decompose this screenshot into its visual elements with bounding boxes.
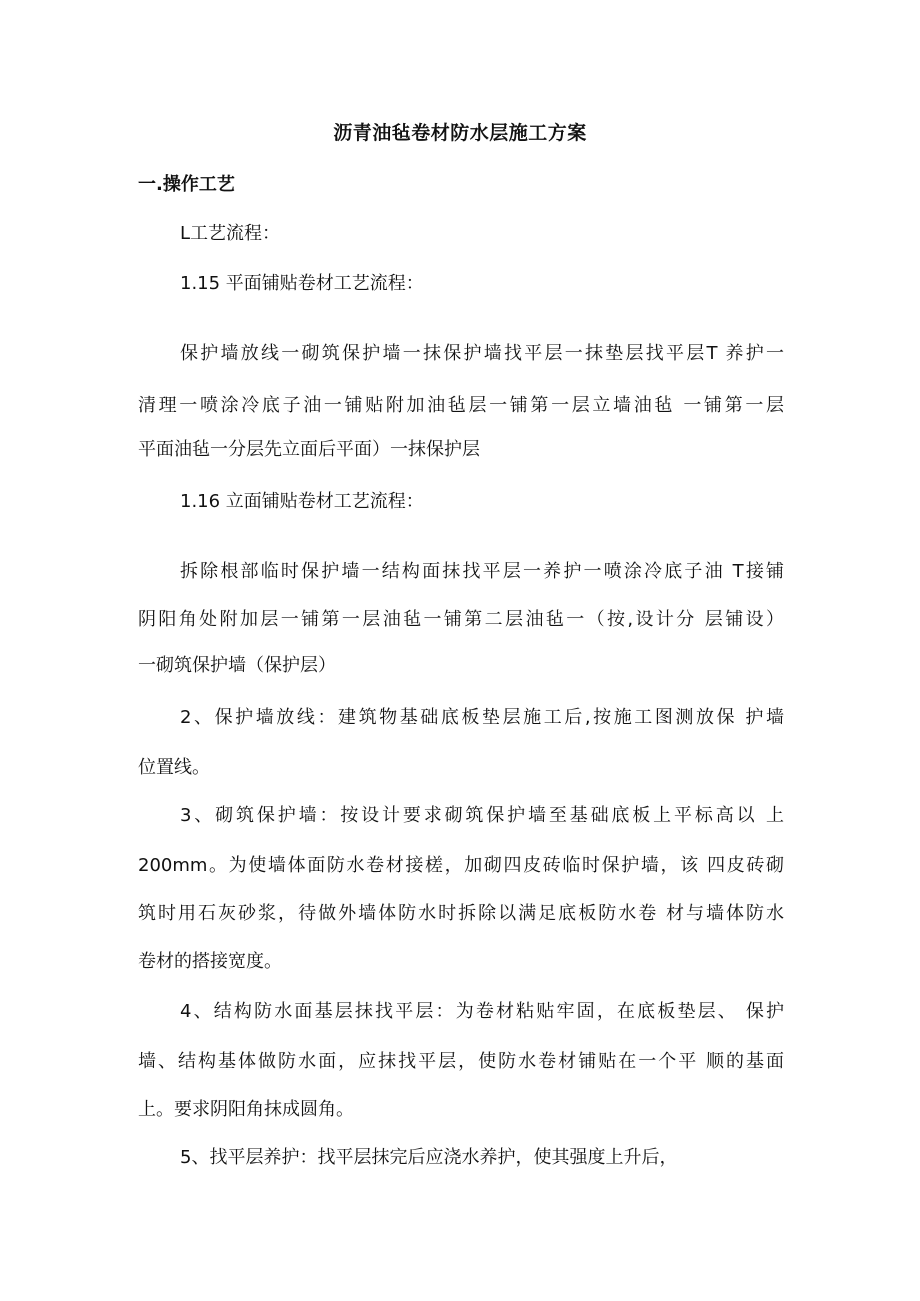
paragraph-line: 墙、结构基体做防水面，应抹找平层，使防水卷材铺贴在一个平 顺的基面	[138, 1051, 784, 1072]
subheading-flat-process: 1.15 平面铺贴卷材工艺流程：	[180, 273, 424, 294]
paragraph-line: 4、结构防水面基层抹找平层：为卷材粘贴牢固，在底板垫层、 保护	[180, 1001, 784, 1022]
paragraph-line: 3、砌筑保护墙：按设计要求砌筑保护墙至基础底板上平标高以 上	[180, 805, 784, 826]
document-title: 沥青油毡卷材防水层施工方案	[333, 122, 587, 144]
paragraph-line: 一砌筑保护墙（保护层）	[138, 655, 336, 676]
paragraph-line: 清理一喷涂冷底子油一铺贴附加油毡层一铺第一层立墙油毡 一铺第一层	[138, 395, 784, 416]
paragraph-line: 上。要求阴阳角抹成圆角。	[138, 1099, 354, 1120]
paragraph-line: 保护墙放线一砌筑保护墙一抹保护墙找平层一抹垫层找平层T 养护一	[180, 343, 784, 364]
paragraph-line: 拆除根部临时保护墙一结构面抹找平层一养护一喷涂冷底子油 T接铺	[180, 561, 784, 582]
paragraph-line: 卷材的搭接宽度。	[138, 951, 282, 972]
paragraph-line: 筑时用石灰砂浆，待做外墙体防水时拆除以满足底板防水卷 材与墙体防水	[138, 903, 784, 924]
paragraph-line: 200mm。为使墙体面防水卷材接槎，加砌四皮砖临时保护墙，该 四皮砖砌	[138, 855, 784, 876]
paragraph-line: 平面油毡一分层先立面后平面）一抹保护层	[138, 439, 480, 460]
paragraph-line: 5、找平层养护：找平层抹完后应浇水养护，使其强度上升后，	[180, 1147, 678, 1168]
paragraph-line: 位置线。	[138, 757, 210, 778]
section-heading: 一.操作工艺	[138, 174, 235, 195]
paragraph-line: 2、保护墙放线：建筑物基础底板垫层施工后,按施工图测放保 护墙	[180, 707, 784, 728]
subheading-vertical-process: 1.16 立面铺贴卷材工艺流程：	[180, 491, 424, 512]
subheading-process: L工艺流程：	[180, 223, 281, 244]
paragraph-line: 阴阳角处附加层一铺第一层油毡一铺第二层油毡一（按,设计分 层铺设）	[138, 609, 784, 630]
